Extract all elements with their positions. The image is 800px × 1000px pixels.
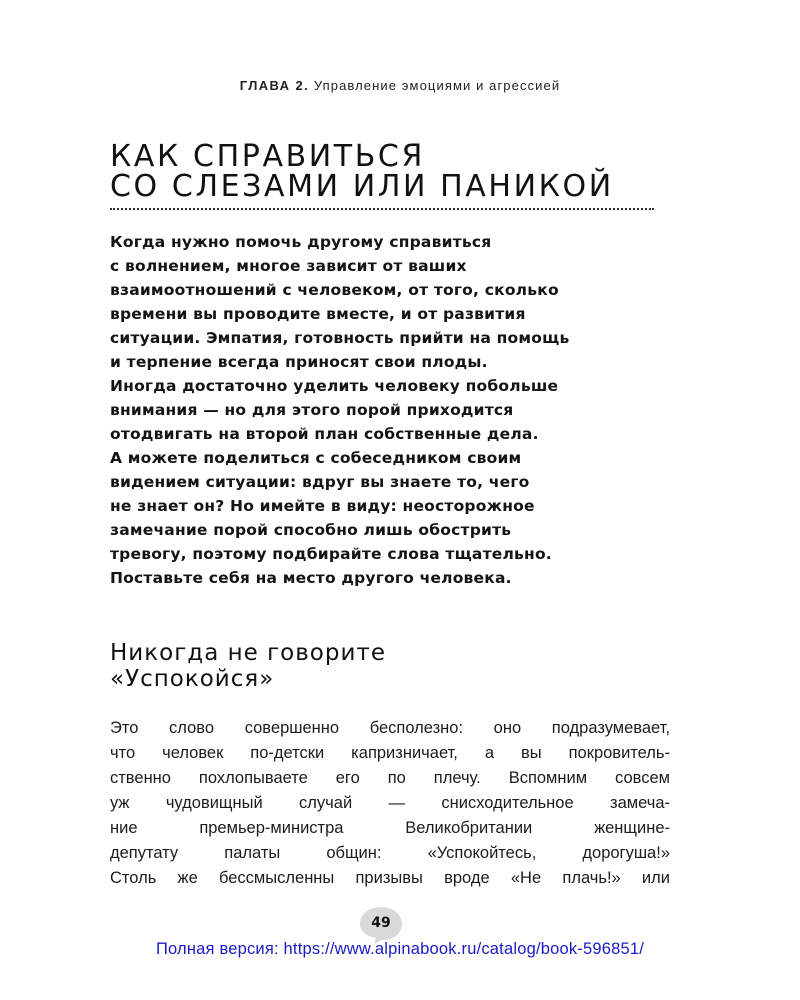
section-title	[110, 139, 614, 204]
lead-line: видением ситуации: вдруг вы знаете то, чего	[110, 473, 530, 491]
lead-line: ситуации. Эмпатия, готовность прийти на помощь	[110, 329, 570, 347]
page-number: 49	[371, 915, 391, 931]
lead-line: с волнением, многое зависит от ваших	[110, 257, 467, 275]
lead-line: отодвигать на второй план собственные дела.	[110, 425, 539, 443]
chapter-label: ГЛАВА 2.	[239, 78, 310, 93]
lead-line: и терпение всегда приносят свои плоды.	[110, 353, 488, 371]
body-line: уж чудовищный случай — снисходительное замеча-	[110, 794, 670, 812]
lead-line: Иногда достаточно уделить человеку побольше	[110, 377, 559, 395]
full-version-link[interactable]: Полная версия: https://www.alpinabook.ru/catalog/book-596851/	[155, 940, 645, 958]
lead-paragraph	[110, 230, 670, 590]
lead-line: не знает он? Но имейте в виду: неосторожное	[110, 497, 535, 515]
lead-line: времени вы проводите вместе, и от развития	[110, 305, 526, 323]
dotted-divider	[110, 208, 654, 210]
subheading-line-2: «Успокойся»	[110, 666, 275, 692]
lead-line: замечание порой способно лишь обострить	[110, 521, 512, 539]
lead-line: А можете поделиться с собеседником своим	[110, 449, 522, 467]
body-paragraph	[110, 716, 670, 891]
subheading	[110, 640, 386, 692]
body-line: Столь же бессмысленны призывы вроде «Не плачь!» или	[110, 869, 670, 887]
body-line: Это слово совершенно бесполезно: оно подразумевает,	[110, 719, 670, 737]
subheading-line-1: Никогда не говорите	[110, 640, 386, 666]
lead-line: внимания — но для этого порой приходится	[110, 401, 514, 419]
body-line: что человек по-детски капризничает, а вы покровитель-	[110, 744, 670, 762]
lead-line: Поставьте себя на место другого человека.	[110, 569, 512, 587]
lead-line: Когда нужно помочь другому справиться	[110, 233, 492, 251]
body-line: ственно похлопываете его по плечу. Вспомним совсем	[110, 769, 670, 787]
chapter-topic: Управление эмоциями и агрессией	[313, 78, 561, 93]
section-title-line-1: КАК СПРАВИТЬСЯ	[110, 139, 425, 174]
section-title-line-2: СО СЛЕЗАМИ ИЛИ ПАНИКОЙ	[110, 169, 614, 204]
body-line: ние премьер-министра Великобритании женщине-	[110, 819, 670, 837]
running-head	[0, 78, 800, 93]
page-number-badge	[358, 905, 404, 945]
lead-line: тревогу, поэтому подбирайте слова тщательно.	[110, 545, 552, 563]
lead-line: взаимоотношений с человеком, от того, сколько	[110, 281, 559, 299]
body-line: депутату палаты общин: «Успокойтесь, дорогуша!»	[110, 844, 670, 862]
